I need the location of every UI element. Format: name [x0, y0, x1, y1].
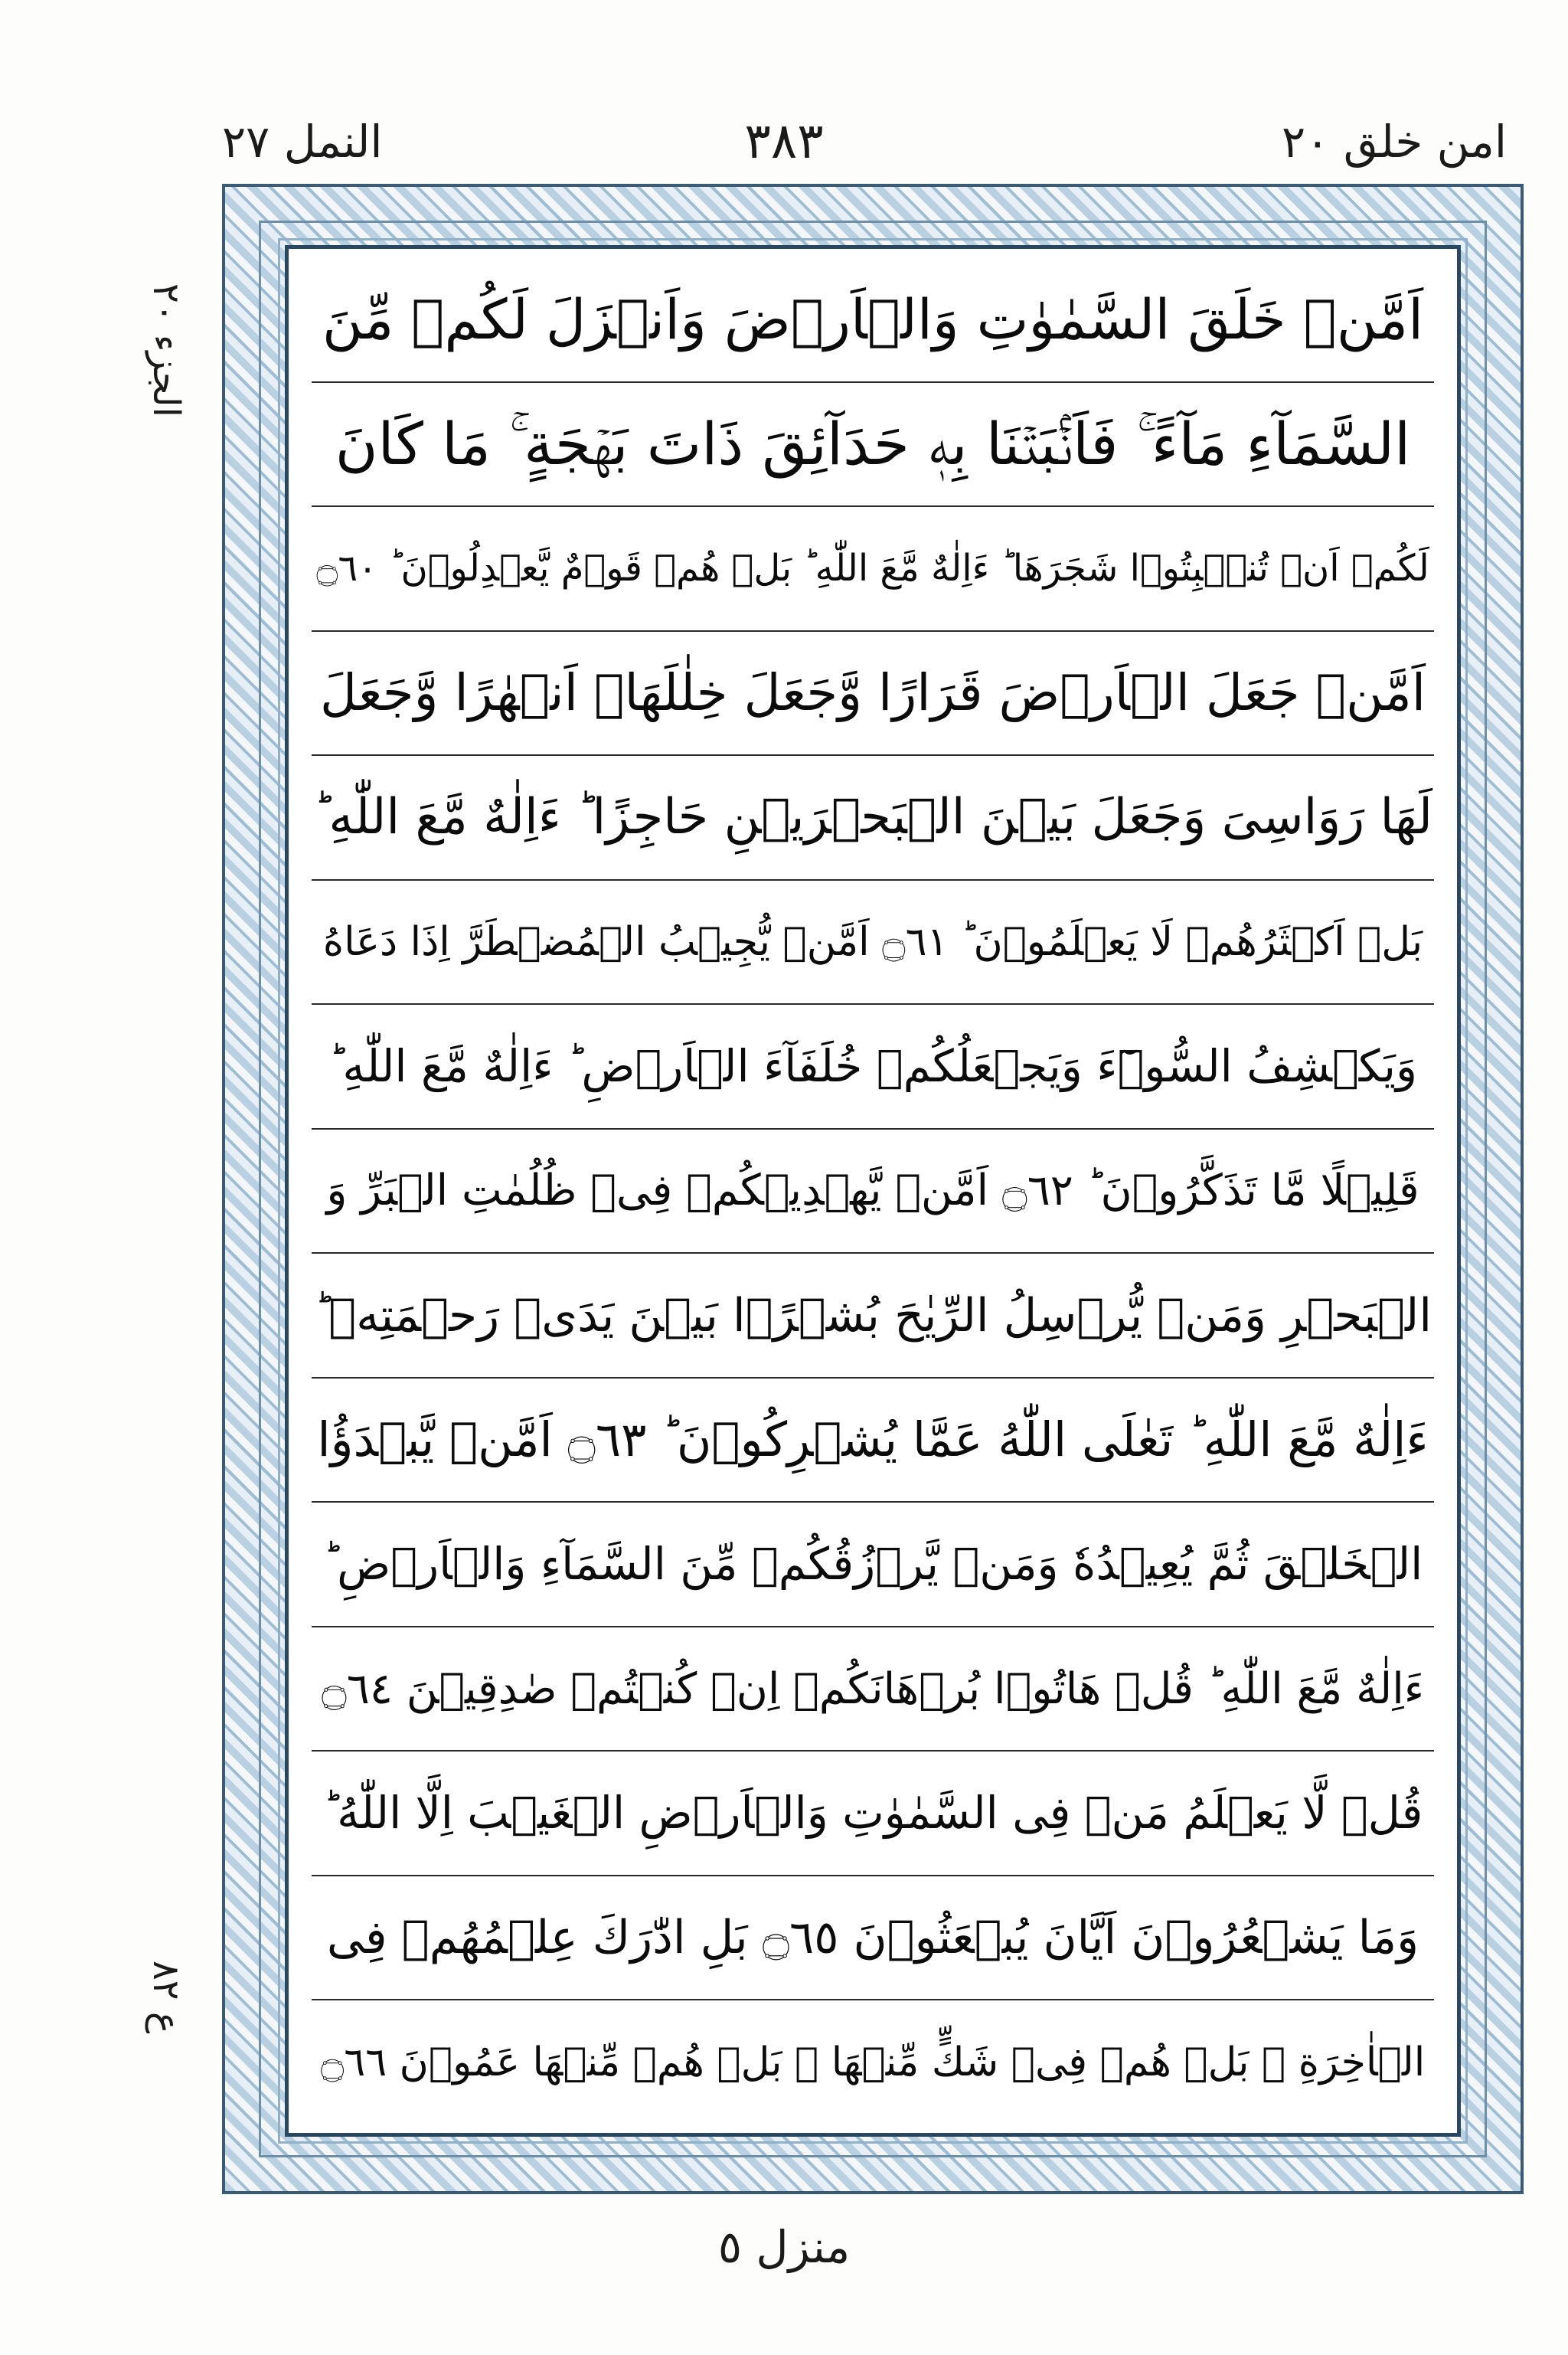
- text-line: الۡاٰخِرَةِ ۚ بَلۡ هُمۡ فِىۡ شَكٍّ مِّنۡهَا ۚ بَلۡ هُمۡ مِّنۡهَا عَمُوۡنَ ۝٦٦: [320, 2039, 1426, 2085]
- text-line: بَلۡ اَكۡثَرُهُمۡ لَا يَعۡلَمُوۡنَ ؕ ۝٦١ اَمَّنۡ يُّجِيۡبُ الۡمُضۡطَرَّ اِذَا دَعَاهُ: [312, 881, 1434, 1006]
- text-panel: [285, 245, 1461, 2137]
- text-line: ءَاِلٰهٌ مَّعَ اللّٰهِ ؕ قُلۡ هَاتُوۡا بُرۡهَانَكُمۡ اِنۡ كُنۡتُمۡ صٰدِقِيۡنَ ۝٦٤: [312, 1627, 1434, 1752]
- text-line: اَمَّنۡ جَعَلَ الۡاَرۡضَ قَرَارًا وَّجَعَلَ خِلٰلَهَاۤ اَنۡهٰرًا وَّجَعَلَ: [312, 632, 1434, 757]
- text-line: قُلۡ لَّا يَعۡلَمُ مَنۡ فِى السَّمٰوٰتِ وَالۡاَرۡضِ الۡغَيۡبَ اِلَّا اللّٰهُ ؕ: [312, 1752, 1434, 1876]
- juz-title: امن خلق ٢٠: [1282, 116, 1507, 168]
- manzil-footer: منزل ٥: [717, 2221, 851, 2273]
- text-line: لَكُمۡ اَنۡ تُنۡۢبِتُوۡا شَجَرَهَا ؕ ءَاِلٰهٌ مَّعَ اللّٰهِ ؕ بَلۡ هُمۡ قَوۡمٌ يَّعۡدِلُوۡنَ ؕ ۝٦٠: [312, 507, 1434, 632]
- juz-margin-note: الجزء ٢٠: [145, 283, 188, 417]
- quran-text-lines: [312, 258, 1434, 2124]
- text-line: ءَاِلٰهٌ مَّعَ اللّٰهِ ؕ تَعٰلَى اللّٰهُ عَمَّا يُشۡرِكُوۡنَ ؕ ۝٦٣ اَمَّنۡ يَّبۡدَؤُا: [312, 1379, 1434, 1503]
- decorative-border: [222, 184, 1524, 2194]
- surah-title: النمل ٢٧: [222, 116, 383, 168]
- text-line: السَّمَآءِ مَآءً ۚ فَاَنۡۢبَتۡنَا بِهٖ حَدَآئِقَ ذَاتَ بَهۡجَةٍ ۚ مَا كَانَ: [312, 383, 1434, 508]
- page-header: [0, 0, 1568, 184]
- text-line: اَمَّنۡ خَلَقَ السَّمٰوٰتِ وَالۡاَرۡضَ وَاَنۡزَلَ لَكُمۡ مِّنَ: [312, 258, 1434, 383]
- page-number: ٣٨٣: [744, 113, 824, 170]
- text-line: وَيَكۡشِفُ السُّوۡٓءَ وَيَجۡعَلُكُمۡ خُلَفَآءَ الۡاَرۡضِ ؕ ءَاِلٰهٌ مَّعَ اللّٰهِ ؕ: [312, 1005, 1434, 1130]
- ruku-margin-note: ع ٨٢: [145, 1961, 188, 2034]
- text-line: قَلِيۡلًا مَّا تَذَكَّرُوۡنَ ؕ ۝٦٢ اَمَّنۡ يَّهۡدِيۡكُمۡ فِىۡ ظُلُمٰتِ الۡبَرِّ وَ: [312, 1130, 1434, 1254]
- text-line: الۡخَلۡقَ ثُمَّ يُعِيۡدُهٗ وَمَنۡ يَّرۡزُقُكُمۡ مِّنَ السَّمَآءِ وَالۡاَرۡضِ ؕ: [312, 1503, 1434, 1627]
- text-line: وَمَا يَشۡعُرُوۡنَ اَيَّانَ يُبۡعَثُوۡنَ ۝٦٥ بَلِ ادّٰرَكَ عِلۡمُهُمۡ فِى: [312, 1876, 1434, 2001]
- text-line: لَهَا رَوَاسِىَ وَجَعَلَ بَيۡنَ الۡبَحۡرَيۡنِ حَاجِزًا ؕ ءَاِلٰهٌ مَّعَ اللّٰهِ ؕ: [312, 756, 1434, 881]
- text-line: الۡبَحۡرِ وَمَنۡ يُّرۡسِلُ الرِّيٰحَ بُشۡرًۢا بَيۡنَ يَدَىۡ رَحۡمَتِهٖ ؕ: [312, 1254, 1434, 1379]
